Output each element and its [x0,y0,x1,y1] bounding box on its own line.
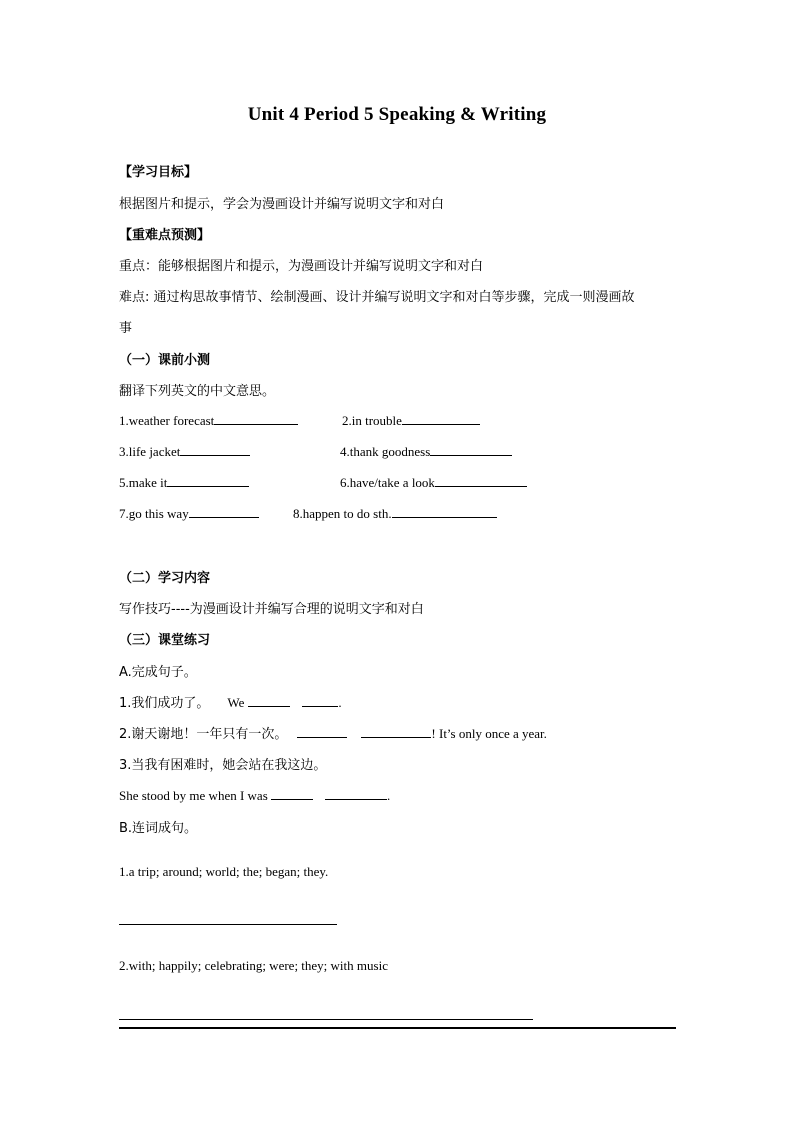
practice-part-b: B.连词成句。 [119,821,198,836]
scramble-2: 2.with; happily; celebrating; were; they; with music [119,958,388,973]
answer-blank[interactable] [430,442,512,456]
answer-blank[interactable] [248,693,290,707]
practice-heading: （三）课堂练习 [119,633,211,648]
pretest-item: 6.have/take a look [340,473,527,491]
pretest-item: 3.life jacket [119,442,250,460]
answer-blank[interactable] [302,693,338,707]
sentence-3-english: She stood by me when I was . [119,788,391,803]
pretest-heading: （一）课前小测 [119,353,211,368]
key-points-heading: 【重难点预测】 [119,228,211,243]
answer-blank[interactable] [435,473,527,487]
objectives-heading: 【学习目标】 [119,165,198,180]
pretest-item: 7.go this way [119,504,259,522]
pretest-item: 2.in trouble [342,411,480,429]
practice-part-a: A.完成句子。 [119,665,197,680]
answer-line[interactable] [119,924,337,925]
pretest-item: 8.happen to do sth. [293,504,497,522]
key-point-difficulty-cont: 事 [119,321,133,336]
answer-blank[interactable] [392,504,497,518]
answer-blank[interactable] [271,786,313,800]
pretest-item: 1.weather forecast [119,411,298,429]
pretest-item: 5.make it [119,473,249,491]
answer-blank[interactable] [214,411,298,425]
answer-blank[interactable] [180,442,250,456]
sentence-2: 2.谢天谢地！一年只有一次。 ! It’s only once a year. [119,726,547,742]
content-heading: （二）学习内容 [119,571,211,586]
answer-blank[interactable] [189,504,259,518]
key-point-difficulty: 难点: 通过构思故事情节、绘制漫画、设计并编写说明文字和对白等步骤，完成一则漫画故 [119,290,635,305]
key-point-focus: 重点：能够根据图片和提示，为漫画设计并编写说明文字和对白 [119,259,484,274]
answer-line[interactable] [119,1019,533,1020]
sentence-3-chinese: 3.当我有困难时，她会站在我这边。 [119,758,327,773]
answer-blank[interactable] [325,786,387,800]
pretest-instruction: 翻译下列英文的中文意思。 [119,384,276,399]
pretest-item: 4.thank goodness [340,442,512,460]
scramble-1: 1.a trip; around; world; the; began; they. [119,864,329,879]
answer-blank[interactable] [167,473,249,487]
page-title: Unit 4 Period 5 Speaking & Writing [247,104,547,125]
answer-blank[interactable] [297,724,347,738]
objectives-text: 根据图片和提示，学会为漫画设计并编写说明文字和对白 [119,197,445,212]
sentence-1: 1.我们成功了。 We . [119,695,342,711]
answer-blank[interactable] [361,724,431,738]
footer-rule [119,1027,676,1029]
answer-blank[interactable] [402,411,480,425]
content-text: 写作技巧----为漫画设计并编写合理的说明文字和对白 [119,602,424,617]
